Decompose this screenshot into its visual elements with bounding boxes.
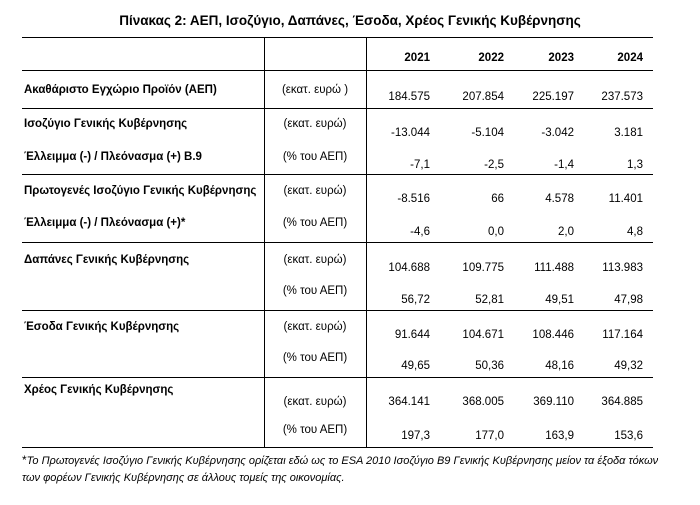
footnote-text: Το Πρωτογενές Ισοζύγιο Γενικής Κυβέρνησης ορίζεται εδώ ως το ESA 2010 Ισοζύγιο Β9 Γενικής Κυβέρνησης μείον τα έξοδα τόκων των φορέων Γενικής Κυβέρνησης σε άλλους τομείς της οικονομίας. [22, 455, 659, 484]
fiscal-table [22, 37, 653, 448]
unit-label: (% του ΑΕΠ) [282, 217, 348, 229]
value-cell: 47,98 [614, 294, 643, 306]
value-cell: 3.181 [614, 127, 643, 139]
value-cell: 48,16 [545, 360, 574, 372]
header-row [22, 38, 653, 71]
year-header: 2022 [478, 52, 504, 64]
unit-label: (% του ΑΕΠ) [282, 151, 348, 163]
value-cell: 49,65 [401, 360, 430, 372]
value-cell: 369.110 [533, 396, 574, 408]
value-cell: 108.446 [532, 329, 574, 341]
value-cell: 0,0 [488, 226, 504, 238]
value-cell: -7,1 [410, 159, 430, 171]
row-label: Έσοδα Γενικής Κυβέρνησης [24, 321, 180, 333]
value-cell: -5.104 [471, 127, 504, 139]
footnote-marker: * [22, 453, 27, 467]
footnote [22, 452, 672, 487]
year-header: 2021 [404, 52, 430, 64]
debt-row [22, 378, 653, 448]
value-cell: 2,0 [558, 226, 574, 238]
unit-label: (εκατ. ευρώ) [283, 118, 347, 130]
revenue-row [22, 311, 653, 378]
value-cell: -3.042 [541, 127, 574, 139]
value-cell: -4,6 [410, 226, 430, 238]
value-cell: 11.401 [608, 193, 643, 205]
value-cell: -13.044 [390, 127, 430, 139]
unit-label: (εκατ. ευρώ ) [281, 84, 349, 96]
value-cell: -2,5 [484, 159, 504, 171]
value-cell: 91.644 [394, 329, 430, 341]
value-cell: -8.516 [397, 193, 430, 205]
value-cell: 4.578 [545, 193, 574, 205]
value-cell: 177,0 [475, 430, 504, 442]
unit-label: (% του ΑΕΠ) [282, 352, 348, 364]
value-cell: 225.197 [532, 91, 574, 103]
value-cell: 4,8 [627, 226, 643, 238]
value-cell: 111.488 [534, 262, 574, 274]
value-cell: 117.164 [602, 329, 643, 341]
value-cell: 113.983 [602, 262, 643, 274]
value-cell: 109.775 [462, 262, 504, 274]
value-cell: 207.854 [462, 91, 504, 103]
value-cell: 197,3 [401, 430, 430, 442]
row-label: Ισοζύγιο Γενικής Κυβέρνησης [24, 118, 188, 130]
row-sublabel: Έλλειμμα (-) / Πλεόνασμα (+) Β.9 [24, 151, 202, 163]
expenditure-row [22, 243, 653, 311]
value-cell: 66 [491, 193, 504, 205]
row-sublabel: Έλλειμμα (-) / Πλεόνασμα (+)* [24, 217, 186, 229]
primary-balance-row [22, 175, 653, 243]
value-cell: 104.671 [462, 329, 504, 341]
value-cell: 184.575 [388, 91, 430, 103]
value-cell: -1,4 [554, 159, 574, 171]
value-cell: 153,6 [614, 430, 643, 442]
unit-label: (% του ΑΕΠ) [282, 285, 348, 297]
table-title: Πίνακας 2: ΑΕΠ, Ισοζύγιο, Δαπάνες, Έσοδα, Χρέος Γενικής Κυβέρνησης [119, 13, 581, 28]
year-header: 2024 [617, 52, 643, 64]
value-cell: 163,9 [545, 430, 574, 442]
row-label: Ακαθάριστο Εγχώριο Προϊόν (ΑΕΠ) [24, 84, 217, 96]
value-cell: 364.885 [601, 396, 643, 408]
unit-label: (εκατ. ευρώ) [283, 185, 347, 197]
unit-label: (εκατ. ευρώ) [283, 321, 347, 333]
unit-label: (% του ΑΕΠ) [282, 424, 348, 436]
gdp-row [22, 71, 653, 109]
value-cell: 56,72 [401, 294, 430, 306]
value-cell: 50,36 [475, 360, 504, 372]
row-label: Πρωτογενές Ισοζύγιο Γενικής Κυβέρνησης [24, 185, 257, 197]
value-cell: 237.573 [601, 91, 643, 103]
value-cell: 104.688 [388, 262, 430, 274]
value-cell: 49,51 [545, 294, 574, 306]
value-cell: 368.005 [462, 396, 504, 408]
unit-label: (εκατ. ευρώ) [283, 254, 347, 266]
row-label: Δαπάνες Γενικής Κυβέρνησης [24, 254, 190, 266]
value-cell: 364.141 [388, 396, 430, 408]
value-cell: 52,81 [475, 294, 504, 306]
value-cell: 1,3 [627, 159, 643, 171]
unit-label: (εκατ. ευρώ) [283, 396, 347, 408]
year-header: 2023 [548, 52, 574, 64]
row-label: Χρέος Γενικής Κυβέρνησης [24, 384, 174, 396]
balance-row [22, 109, 653, 175]
value-cell: 49,32 [614, 360, 643, 372]
